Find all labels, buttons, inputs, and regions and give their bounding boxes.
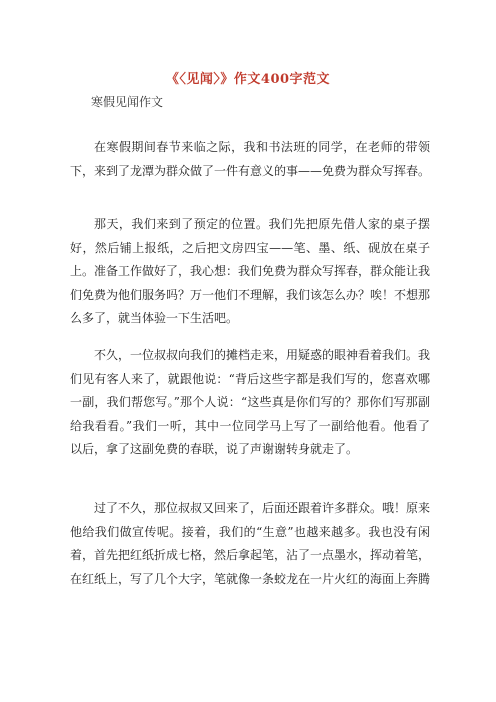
paragraph: 那天，我们来到了预定的位置。我们先把原先借人家的桌子摆好，然后铺上报纸，之后把文房四宝——笔、墨、纸、砚放在桌子上。准备工作做好了，我心想：我们免费为群众写挥春，群众能让我们免费为他们服务吗？万一他们不理解，我们该怎么办？唉！不想那么多了，就当体验一下生活吧。 xyxy=(70,217,431,325)
paragraph: 过了不久，那位叔叔又回来了，后面还跟着许多群众。哦！原来他给我们做宣传呢。接着，我们的“生意”也越来越多。我也没有闲着，首先把红纸折成七格，然后拿起笔，沾了一点墨水，挥动着笔，在红纸上，写了几个大字，笔就像一条蛟龙在一片火红的海面上奔腾 xyxy=(70,501,431,586)
paragraph: 在寒假期间春节来临之际，我和书法班的同学，在老师的带领下，来到了龙潭为群众做了一件有意义的事——免费为群众写挥春。 xyxy=(70,140,431,178)
document-subtitle: 寒假见闻作文 xyxy=(91,95,164,109)
paragraph: 不久，一位叔叔向我们的摊档走来，用疑惑的眼神看着我们。我们见有客人来了，就跟他说：“背后这些字都是我们写的，您喜欢哪一副，我们帮您写。”那个人说：“这些真是你们写的？那你们写那副给我看看。”我们一听，其中一位同学马上写了一副给他看。他看了以后，拿了这副免费的春联，说了声谢谢转身就走了。 xyxy=(70,348,431,456)
document-title: 《〈见闻〉》作文400字范文 xyxy=(165,72,331,87)
